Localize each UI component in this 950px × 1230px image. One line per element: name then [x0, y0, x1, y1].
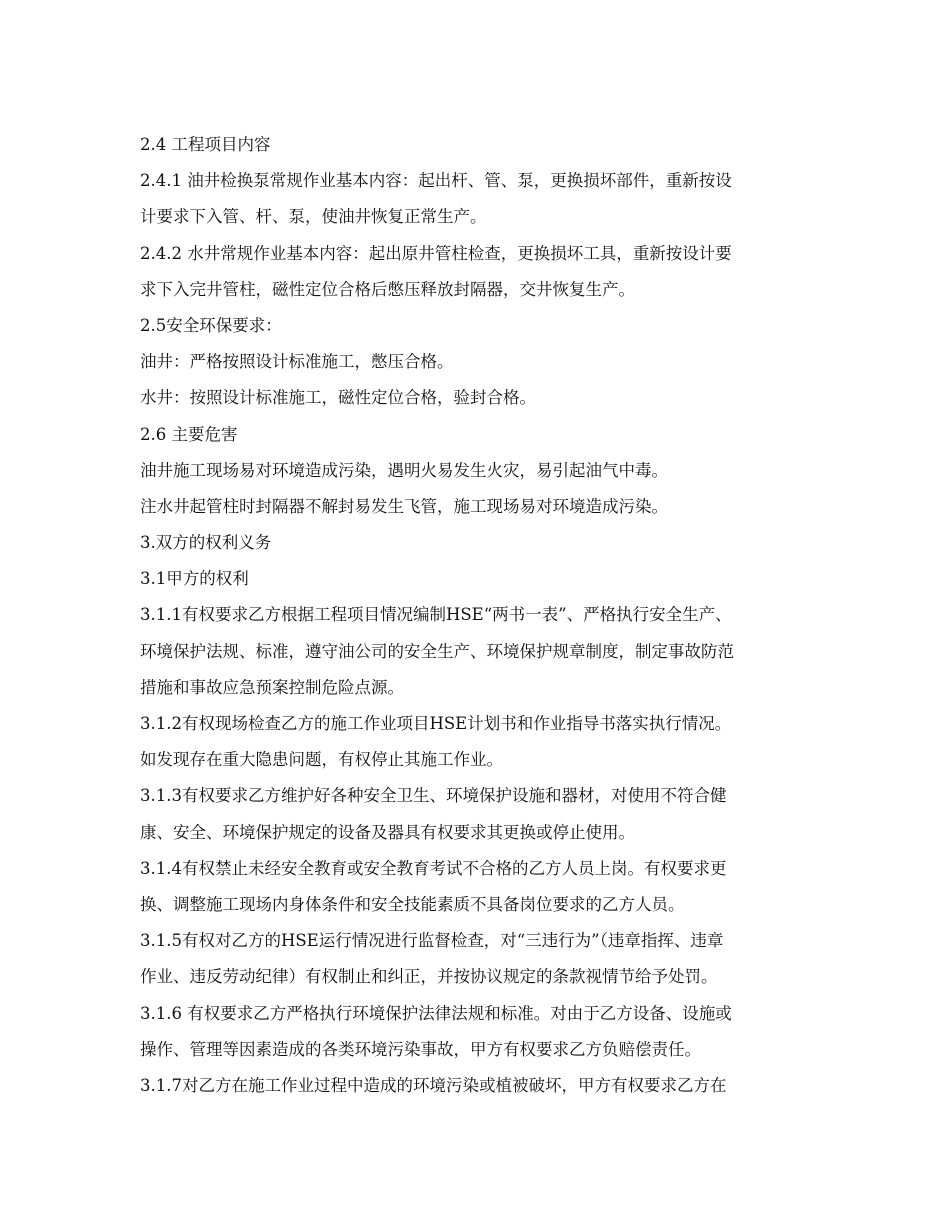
paragraph-line: 3.1.3有权要求乙方维护好各种安全卫生、环境保护设施和器材，对使用不符合健	[140, 786, 727, 806]
paragraph-line: 措施和事故应急预案控制危险点源。	[140, 677, 404, 697]
paragraph-line: 3.1.4有权禁止未经安全教育或安全教育考试不合格的乙方人员上岗。有权要求更	[140, 858, 727, 878]
paragraph-line: 3.1.7对乙方在施工作业过程中造成的环境污染或植被破坏，甲方有权要求乙方在	[140, 1075, 727, 1095]
paragraph-line: 操作、管理等因素造成的各类环境污染事故，甲方有权要求乙方负赔偿责任。	[140, 1039, 701, 1059]
paragraph-line: 如发现存在重大隐患问题，有权停止其施工作业。	[140, 750, 503, 770]
paragraph-line: 换、调整施工现场内身体条件和安全技能素质不具备岗位要求的乙方人员。	[140, 894, 685, 914]
section-heading-2-4: 2.4 工程项目内容	[140, 135, 271, 154]
paragraph-line: 作业、违反劳动纪律）有权制止和纠正，并按协议规定的条款视情节给予处罚。	[140, 967, 718, 987]
document-body	[140, 127, 818, 1104]
paragraph-line: 3.1.2有权现场检查乙方的施工作业项目HSE计划书和作业指导书落实执行情况。	[140, 714, 732, 733]
paragraph-line: 求下入完井管柱，磁性定位合格后憋压释放封隔器，交井恢复生产。	[140, 279, 635, 299]
paragraph-line: 3.1.1有权要求乙方根据工程项目情况编制HSE“两书一表”、严格执行安全生产、	[140, 605, 732, 625]
paragraph-line: 环境保护法规、标准，遵守油公司的安全生产、环境保护规章制度，制定事故防范	[140, 641, 734, 661]
paragraph-line: 3.1.6 有权要求乙方严格执行环境保护法律法规和标准。对由于乙方设备、设施或	[140, 1003, 732, 1023]
paragraph-line: 康、安全、环境保护规定的设备及器具有权要求其更换或停止使用。	[140, 822, 635, 842]
section-heading-3-1: 3.1甲方的权利	[140, 569, 249, 589]
paragraph-line: 计要求下入管、杆、泵，使油井恢复正常生产。	[140, 207, 487, 227]
paragraph-line: 油井：严格按照设计标准施工，憋压合格。	[140, 352, 454, 372]
paragraph-line: 3.1.5有权对乙方的HSE运行情况进行监督检查，对“三违行为”（违章指挥、违章	[140, 931, 724, 951]
paragraph-line: 水井：按照设计标准施工，磁性定位合格，验封合格。	[140, 388, 536, 408]
paragraph-line: 2.4.2 水井常规作业基本内容：起出原井管柱检查，更换损坏工具，重新按设计要	[140, 243, 732, 263]
section-heading-2-6: 2.6 主要危害	[140, 424, 238, 444]
paragraph-line: 2.4.1 油井检换泵常规作业基本内容：起出杆、管、泵，更换损坏部件，重新按设	[140, 171, 732, 191]
paragraph-line: 油井施工现场易对环境造成污染，遇明火易发生火灾，易引起油气中毒。	[140, 460, 668, 480]
section-heading-2-5: 2.5安全环保要求：	[140, 315, 282, 335]
paragraph-line: 注水井起管柱时封隔器不解封易发生飞管，施工现场易对环境造成污染。	[140, 496, 668, 516]
section-heading-3: 3.双方的权利义务	[140, 533, 272, 553]
